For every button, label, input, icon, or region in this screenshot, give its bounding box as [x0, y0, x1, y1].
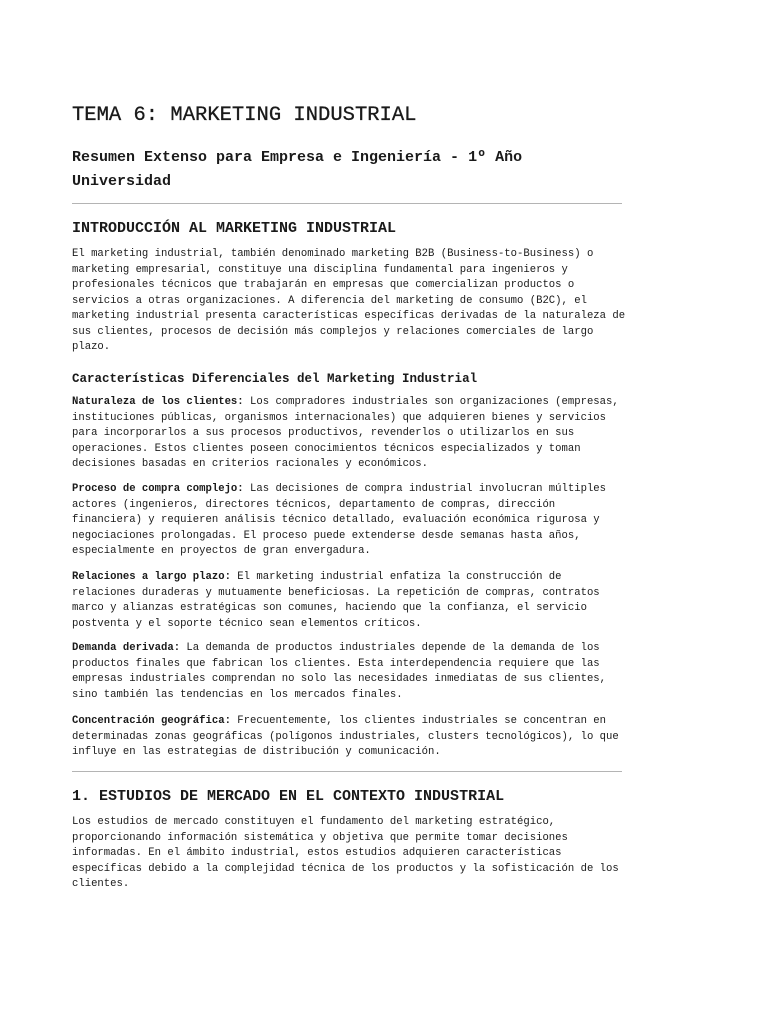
section-paragraph: Los estudios de mercado constituyen el fundamento del marketing estratégico, proporcionando información sistemática y objetiva que permite tomar decisiones informadas. En el ámbito industrial, estos estudios adquieren características específicas debido a la complejidad técnica de los productos y la sofisticación de los clientes.: [72, 816, 619, 890]
section-heading: 1. ESTUDIOS DE MERCADO EN EL CONTEXTO INDUSTRIAL: [72, 788, 505, 805]
characteristic-text: Frecuentemente, los clientes industriales se concentran en determinadas zonas geográficas (polígonos industriales, clusters tecnológicos), lo que influye en las estrategias de distribución y comunicación.: [72, 715, 619, 758]
intro-paragraph: El marketing industrial, también denominado marketing B2B (Business-to-Business) o marketing empresarial, constituye una disciplina fundamental para ingenieros y profesionales técnicos que trabajarán en empresas que comercializan productos o servicios a otras organizaciones. A diferencia del marketing de consumo (B2C), el marketing industrial presenta características específicas derivadas de la naturaleza de sus clientes, procesos de decisión más complejos y relaciones comerciales de largo plazo.: [72, 248, 626, 353]
horizontal-divider: [72, 203, 622, 204]
characteristic-paragraph: [72, 641, 628, 703]
characteristic-term: Naturaleza de los clientes:: [72, 396, 244, 408]
characteristic-term: Demanda derivada:: [72, 642, 181, 654]
characteristics-heading: Características Diferenciales del Marketing Industrial: [72, 372, 478, 386]
horizontal-divider: [72, 771, 622, 772]
characteristic-term: Relaciones a largo plazo:: [72, 571, 231, 583]
characteristic-paragraph: [72, 395, 628, 473]
characteristic-text: El marketing industrial enfatiza la construcción de relaciones duraderas y mutuamente beneficiosas. La repetición de compras, contratos marco y alianzas estratégicas son comunes, haciendo que la confianza, el servicio postventa y el soporte técnico sean elementos críticos.: [72, 571, 600, 630]
characteristic-term: Proceso de compra complejo:: [72, 483, 244, 495]
document-subtitle: Resumen Extenso para Empresa e Ingeniería - 1º Año Universidad: [72, 149, 523, 190]
characteristic-text: Los compradores industriales son organizaciones (empresas, instituciones públicas, organismos internacionales) que adquieren bienes y servicios para incorporarlos a sus procesos productivos, revenderlos o utilizarlos en sus operaciones. Estos clientes poseen conocimientos técnicos especializados y toman decisiones basadas en criterios racionales y económicos.: [72, 396, 619, 470]
characteristic-term: Concentración geográfica:: [72, 715, 231, 727]
characteristic-paragraph: [72, 570, 628, 632]
characteristic-paragraph: [72, 482, 628, 560]
document-title: TEMA 6: MARKETING INDUSTRIAL: [72, 104, 417, 127]
intro-heading: INTRODUCCIÓN AL MARKETING INDUSTRIAL: [72, 220, 397, 237]
characteristic-paragraph: [72, 714, 628, 761]
characteristic-text: La demanda de productos industriales depende de la demanda de los productos finales que fabrican los clientes. Esta interdependencia requiere que las empresas industriales comprendan no solo las necesidades inmediatas de sus clientes, sino también las tendencias en los mercados finales.: [72, 642, 607, 701]
characteristic-text: Las decisiones de compra industrial involucran múltiples actores (ingenieros, directores técnicos, departamento de compras, dirección financiera) y requieren análisis técnico detallado, evaluación económica rigurosa y negociaciones prolongadas. El proceso puede extenderse desde semanas hasta años, especialmente en proyectos de gran envergadura.: [72, 483, 607, 557]
